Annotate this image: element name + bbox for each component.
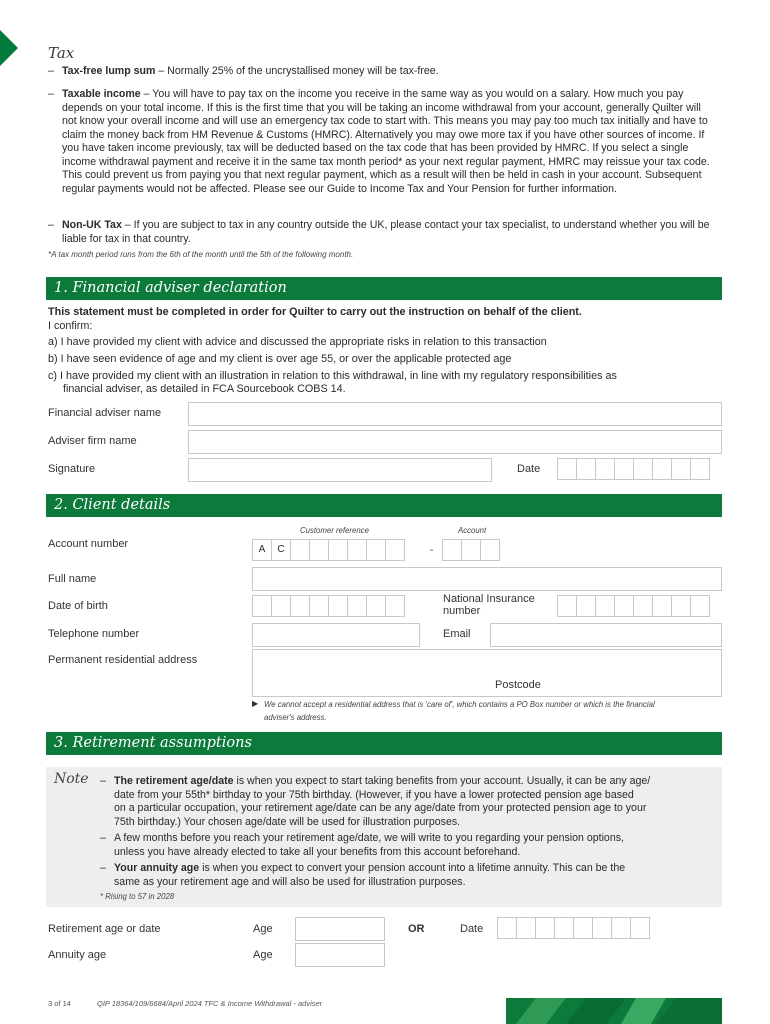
ref-box[interactable]	[328, 539, 348, 561]
ni-label: National Insurance number	[443, 593, 535, 617]
firm-name-input[interactable]	[188, 430, 722, 454]
declaration-date-label: Date	[517, 463, 541, 475]
note-para-annuity-age: Your annuity age is when you expect to convert your pension account into a lifetime annuity. This can be the same as your retirement age and will also be used for illustration purposes.	[114, 862, 626, 888]
account-prefix-c: C	[271, 539, 291, 561]
date-box[interactable]	[497, 917, 517, 939]
retirement-age-label: Retirement age or date	[48, 923, 161, 935]
declaration-item-c-cont: financial adviser, as detailed in FCA Sourcebook COBS 14.	[63, 383, 346, 395]
account-number-label: Account number	[48, 538, 129, 550]
ni-box[interactable]	[633, 595, 653, 617]
postcode-label: Postcode	[495, 679, 541, 691]
telephone-label: Telephone number	[48, 628, 140, 640]
date-box[interactable]	[611, 917, 631, 939]
account-box[interactable]	[480, 539, 500, 561]
ni-box[interactable]	[671, 595, 691, 617]
date-box[interactable]	[690, 458, 710, 480]
date-box[interactable]	[592, 917, 612, 939]
tax-footnote: *A tax month period runs from the 6th of the month until the 5th of the following month.	[48, 250, 354, 259]
adviser-name-input[interactable]	[188, 402, 722, 426]
dob-box[interactable]	[271, 595, 291, 617]
address-note-arrow-icon: ▶	[252, 699, 259, 708]
tax-bullet-non-uk: – Non-UK Tax – If you are subject to tax in any country outside the UK, please contact your tax specialist, to understand whether you will be liable for tax in that country.	[48, 219, 710, 245]
ni-number-boxes[interactable]	[557, 595, 709, 617]
date-box[interactable]	[652, 458, 672, 480]
page-number: 3 of 14	[48, 999, 71, 1008]
section-3-title: 3. Retirement assumptions	[54, 735, 252, 751]
note-dash-3: –	[100, 862, 106, 874]
dob-box[interactable]	[290, 595, 310, 617]
annuity-age-label: Annuity age	[48, 949, 107, 961]
note-label: Note	[54, 771, 89, 787]
note-dash-2: –	[100, 832, 106, 844]
address-note-line2: adviser's address.	[264, 713, 327, 722]
or-label: OR	[408, 923, 425, 935]
signature-input[interactable]	[188, 458, 492, 482]
ni-box[interactable]	[576, 595, 596, 617]
declaration-statement: This statement must be completed in order for Quilter to carry out the instruction on behalf of the client.	[48, 306, 582, 318]
ref-box[interactable]	[385, 539, 405, 561]
address-label: Permanent residential address	[48, 654, 198, 666]
retirement-age-input[interactable]	[295, 917, 385, 941]
ni-box[interactable]	[690, 595, 710, 617]
full-name-label: Full name	[48, 573, 97, 585]
dob-label: Date of birth	[48, 600, 108, 612]
date-box[interactable]	[557, 458, 577, 480]
ni-box[interactable]	[595, 595, 615, 617]
account-header-label: Account	[458, 526, 487, 535]
email-input[interactable]	[490, 623, 722, 647]
tax-bullet-lump-sum: – Tax-free lump sum – Normally 25% of the uncrystallised money will be tax-free.	[48, 65, 439, 77]
customer-reference-boxes[interactable]	[252, 539, 404, 561]
declaration-item-b: b) I have seen evidence of age and my client is over age 55, or over the applicable protected age	[48, 353, 512, 365]
date-box[interactable]	[516, 917, 536, 939]
confirm-label: I confirm:	[48, 320, 93, 332]
ni-box[interactable]	[557, 595, 577, 617]
ni-box[interactable]	[614, 595, 634, 617]
date-box[interactable]	[573, 917, 593, 939]
account-hyphen: -	[430, 545, 434, 556]
note-para-letter: A few months before you reach your retirement age/date, we will write to you regarding your pension options, unless you have already elected to take all your benefits from this account beforehand.	[114, 832, 624, 858]
date-box[interactable]	[535, 917, 555, 939]
date-box[interactable]	[576, 458, 596, 480]
retirement-date-boxes[interactable]	[497, 917, 649, 939]
account-suffix-boxes[interactable]	[442, 539, 499, 561]
address-input[interactable]	[252, 649, 722, 697]
ni-box[interactable]	[652, 595, 672, 617]
date-box[interactable]	[595, 458, 615, 480]
document-reference: QIP 18364/109/6684/April 2024 TFC & Income Withdrawal - adviser	[97, 999, 323, 1008]
section-2-header	[46, 494, 722, 517]
annuity-age-sublabel: Age	[253, 949, 273, 961]
ref-box[interactable]	[347, 539, 367, 561]
full-name-input[interactable]	[252, 567, 722, 591]
telephone-input[interactable]	[252, 623, 420, 647]
section-3-header	[46, 732, 722, 755]
declaration-item-c: c) I have provided my client with an illustration in relation to this withdrawal, in line with my regulatory responsibilities as	[48, 370, 617, 382]
account-box[interactable]	[442, 539, 462, 561]
declaration-item-a: a) I have provided my client with advice and discussed the appropriate risks in relation to this transaction	[48, 336, 547, 348]
section-2-title: 2. Client details	[54, 497, 171, 513]
adviser-name-label: Financial adviser name	[48, 407, 162, 419]
tax-heading: Tax	[48, 44, 75, 62]
dob-box[interactable]	[366, 595, 386, 617]
note-dash-1: –	[100, 775, 106, 787]
ref-box[interactable]	[290, 539, 310, 561]
account-prefix-a: A	[252, 539, 272, 561]
ref-box[interactable]	[309, 539, 329, 561]
date-box[interactable]	[671, 458, 691, 480]
rising-footnote: * Rising to 57 in 2028	[100, 892, 175, 901]
dob-box[interactable]	[309, 595, 329, 617]
retirement-age-sublabel: Age	[253, 923, 273, 935]
address-note-line1: We cannot accept a residential address that is 'care of', which contains a PO Box number or which is the financial	[264, 700, 655, 709]
firm-name-label: Adviser firm name	[48, 435, 137, 447]
customer-reference-label: Customer reference	[300, 526, 369, 535]
signature-label: Signature	[48, 463, 96, 475]
account-box[interactable]	[461, 539, 481, 561]
date-box[interactable]	[554, 917, 574, 939]
dob-box[interactable]	[328, 595, 348, 617]
section-1-header	[46, 277, 722, 300]
declaration-date-boxes[interactable]	[557, 458, 709, 480]
section-1-title: 1. Financial adviser declaration	[54, 280, 287, 296]
dob-box[interactable]	[252, 595, 272, 617]
date-box[interactable]	[630, 917, 650, 939]
ref-box[interactable]	[366, 539, 386, 561]
brand-footer-pattern	[506, 998, 722, 1024]
date-box[interactable]	[614, 458, 634, 480]
note-para-retirement-age: The retirement age/date is when you expect to start taking benefits from your account. Usually, it can be any age/ date from your 55th* birthday to your 75th birthday. (However, if you have a lower protected pension age based on a particular occupation, your retirement age/date can be any age/date from your protected pension age to your 75th birthday.) Your chosen age/date will be used for illustration purposes.	[114, 775, 651, 828]
retirement-date-label: Date	[460, 923, 484, 935]
email-label: Email	[443, 628, 471, 640]
dob-box[interactable]	[347, 595, 367, 617]
date-box[interactable]	[633, 458, 653, 480]
dob-box[interactable]	[385, 595, 405, 617]
dob-boxes[interactable]	[252, 595, 404, 617]
annuity-age-input[interactable]	[295, 943, 385, 967]
brand-corner-mark	[0, 30, 18, 66]
tax-bullet-taxable-income: – Taxable income – You will have to pay tax on the income you receive in the same way as you would on a salary. How much you pay depends on your total income. If this is the first time that you will be taking an income withdrawal from your account, generally Quilter will not know your overall income and will use an emergency tax code to start with. This means you may pay too much tax initially and have to claim the money back from HM Revenue & Customs (HMRC). Alternatively you may owe more tax if you have other sources of income. If you have taken income previously, tax will be deducted based on the tax code that has been provided by HMRC. If you select a single income withdrawal payment and receive it in the same tax month period* as your next regular payment, HMRC may reissue your tax code. This could prevent us from paying you that next regular payment, which as a result will then be held in cash in your account. Subsequent regular payments would not be affected. Please see our Guide to Income Tax and Your Pension for further information.	[48, 88, 710, 195]
